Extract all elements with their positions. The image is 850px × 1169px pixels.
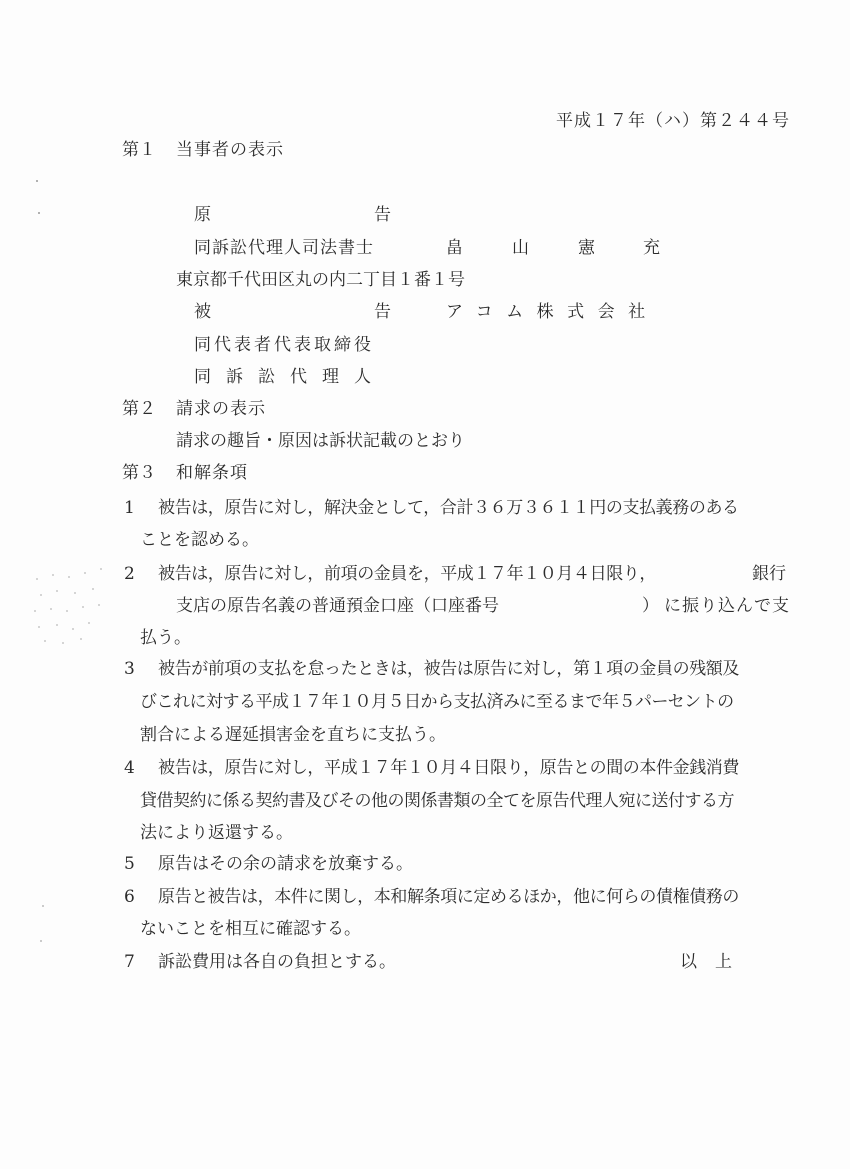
section-1-heading: 当事者の表示 (176, 140, 284, 160)
item-1-line-2: ことを認める。 (140, 530, 259, 550)
item-2-paren-close: ） (642, 596, 659, 616)
plaintiff-label-char-2: 告 (374, 205, 391, 225)
item-4-line-2: 貸借契約に係る契約書及びその他の関係書類の全てを原告代理人宛に送付する方 (140, 791, 734, 811)
item-3-number: 3 (124, 659, 135, 679)
representative-label: 同代表者代表取締役 (194, 335, 374, 355)
defendant-label-char-1: 被 (194, 302, 211, 322)
section-2-number: 第２ (122, 399, 156, 419)
item-4-line-1: 被告は，原告に対し，平成１７年１０月４日限り，原告との間の本件金銭消費 (158, 758, 739, 778)
agent-name-char-4: 充 (643, 238, 660, 258)
section-3-number: 第３ (122, 463, 156, 483)
item-6-number: 6 (124, 887, 135, 907)
item-3-line-3: 割合による遅延損害金を直ちに支払う。 (140, 725, 446, 745)
item-3-line-2: びこれに対する平成１７年１０月５日から支払済みに至るまで年５パーセントの (140, 692, 734, 712)
item-7-number: 7 (124, 952, 135, 972)
item-6-line-2: ないことを相互に確認する。 (140, 919, 361, 939)
section-2-heading: 請求の表示 (176, 399, 266, 419)
item-1-number: 1 (124, 498, 135, 518)
item-6-line-1: 原告と被告は，本件に関し，本和解条項に定めるほか，他に何らの債権債務の (158, 887, 739, 907)
defendant-label-char-2: 告 (374, 302, 391, 322)
item-2-bank: 銀行 (752, 564, 786, 584)
plaintiff-label-char-1: 原 (194, 205, 211, 225)
agent-name-char-1: 畠 (446, 238, 463, 258)
counsel-label: 同訴訟代理人 (194, 367, 386, 387)
item-4-line-3: 法により返還する。 (140, 823, 293, 843)
item-3-line-1: 被告が前項の支払を怠ったときは，被告は原告に対し，第１項の金員の残額及 (158, 659, 739, 679)
agent-label: 同訴訟代理人司法書士 (194, 238, 374, 258)
item-5-number: 5 (124, 854, 135, 874)
item-4-number: 4 (124, 758, 135, 778)
section-1-number: 第１ (122, 140, 156, 160)
item-2-number: 2 (124, 564, 135, 584)
case-number: 平成１７年（ハ）第２４４号 (556, 111, 790, 131)
item-2-line-3: に振り込んで支 (664, 596, 790, 616)
claim-text: 請求の趣旨・原因は訴状記載のとおり (176, 431, 465, 451)
item-5-line-1: 原告はその余の請求を放棄する。 (158, 854, 413, 874)
item-2-line-2: 支店の原告名義の普通預金口座（口座番号 (176, 596, 499, 616)
agent-name-char-2: 山 (512, 238, 529, 258)
item-2-line-1: 被告は，原告に対し，前項の金員を，平成１７年１０月４日限り， (158, 564, 656, 584)
defendant-address: 東京都千代田区丸の内二丁目１番１号 (176, 270, 465, 290)
defendant-name: アコム株式会社 (446, 302, 659, 322)
section-3-heading: 和解条項 (176, 463, 248, 483)
item-1-line-1: 被告は，原告に対し，解決金として，合計３６万３６１１円の支払義務のある (158, 498, 739, 518)
closing-text: 以上 (680, 952, 750, 972)
item-7-line-1: 訴訟費用は各自の負担とする。 (158, 952, 396, 972)
item-2-line-4: 払う。 (140, 628, 191, 648)
agent-name-char-3: 憲 (578, 238, 595, 258)
